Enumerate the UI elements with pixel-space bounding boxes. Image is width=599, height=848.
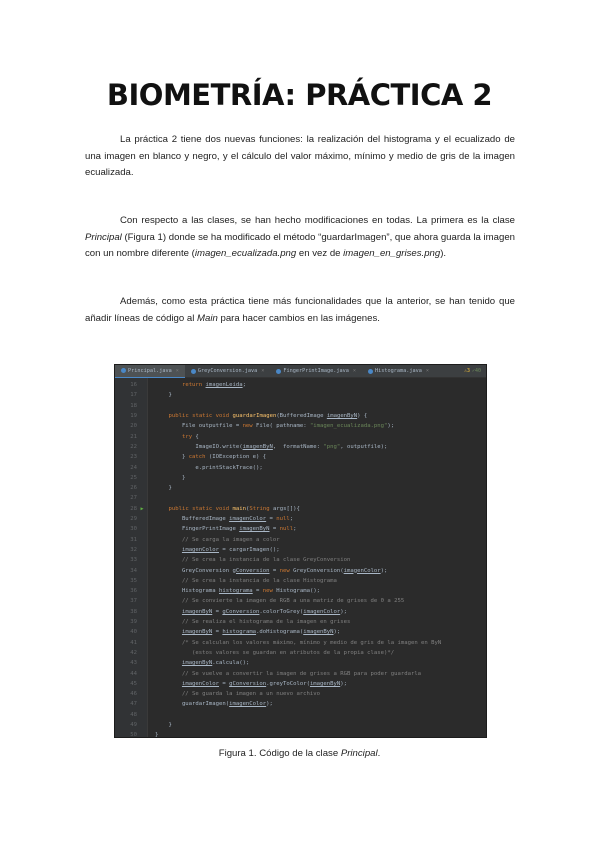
code-line <box>115 679 486 689</box>
code-line <box>115 411 486 421</box>
line-number: 18 <box>130 402 137 409</box>
java-file-icon <box>368 369 373 374</box>
code-line <box>115 442 486 452</box>
code-line <box>115 380 486 390</box>
tab-label: Principal.java <box>128 367 172 374</box>
caption-prefix: Figura 1. Código de la clase <box>218 748 341 759</box>
code-text: /* Se calculan los valores máximo, mínimo y medio de gris de la imagen en ByN <box>155 639 442 646</box>
code-line <box>115 401 486 411</box>
code-line <box>115 555 486 565</box>
code-text: guardarImagen(imagenColor); <box>155 701 273 708</box>
code-text: // Se vuelve a convertir la imagen de grises a RGB para poder guardarla <box>155 670 422 677</box>
line-number: 42 <box>130 649 137 656</box>
tab-label: GreyConversion.java <box>197 368 258 374</box>
tab-label: FingerPrintImage.java <box>283 368 349 374</box>
line-number: 41 <box>130 639 137 646</box>
code-text: } <box>155 485 172 492</box>
paragraph-intro-text: La práctica 2 tiene dos nuevas funciones: la realización del histograma y el ecualizado de una imagen en blanco y negro, y el cálculo del valor máximo, mínimo y medio de gris de la imagen ecualizada. <box>85 134 515 178</box>
code-editor[interactable] <box>115 378 486 737</box>
code-line <box>115 658 486 668</box>
code-text: public static void main(String args[]){ <box>168 505 300 512</box>
line-number: 22 <box>130 443 137 450</box>
code-line <box>115 565 486 575</box>
line-number: 21 <box>130 433 137 440</box>
line-number: 27 <box>130 495 137 502</box>
code-text: imagenByN = histograma.doHistograma(imagenByN); <box>181 629 341 636</box>
close-icon[interactable]: × <box>425 368 430 374</box>
class-name-main: Main <box>197 312 218 324</box>
code-text: BufferedImage imagenColor = null; <box>155 516 294 523</box>
code-line <box>115 627 486 637</box>
code-text: // Se guarda la imagen a un nuevo archivo <box>155 691 321 698</box>
code-text: } <box>155 722 172 729</box>
code-line <box>115 483 486 493</box>
code-text: File outputfile = new File( pathname: "imagen_ecualizada.png"); <box>155 423 395 430</box>
code-text: (estos valores se guardan en atributos de la propia clase)*/ <box>155 649 395 656</box>
code-line <box>115 699 486 709</box>
code-line <box>115 421 486 431</box>
code-text: return imagenLeida; <box>181 382 246 389</box>
code-text: imagenColor = cargarImagen(); <box>181 546 280 553</box>
code-line <box>115 668 486 678</box>
line-number: 19 <box>130 413 137 420</box>
line-number: 46 <box>130 691 137 698</box>
check-count: ✓40 <box>471 368 481 374</box>
code-line <box>115 462 486 472</box>
line-number: 23 <box>130 454 137 461</box>
code-text: } <box>155 732 159 738</box>
code-text: } <box>155 392 172 399</box>
paragraph-main-text-b: para hacer cambios en las imágenes. <box>217 312 380 324</box>
caption-class-name: Principal <box>340 748 378 759</box>
code-text: // Se crea la instancia de la clase Histograma <box>155 577 337 584</box>
tab-fingerprintimage[interactable] <box>270 365 362 377</box>
code-line <box>115 720 486 730</box>
line-number: 26 <box>130 485 137 492</box>
close-icon[interactable]: × <box>352 368 357 374</box>
warning-count: ⚠3 <box>463 368 470 374</box>
paragraph-intro <box>85 132 515 182</box>
paragraph-main-text-a: Además, como esta práctica tiene más funcionalidades que la anterior, se han tenido que añadir líneas de código al <box>85 296 515 324</box>
line-number: 32 <box>130 546 137 553</box>
code-text: } catch (IOException e) { <box>155 454 267 461</box>
code-text: GreyConversion gConversion = new GreyConversion(imagenColor); <box>155 567 388 574</box>
code-line <box>115 596 486 606</box>
java-file-icon <box>121 368 126 373</box>
paragraph-classes-text-c: en vez de <box>296 248 344 259</box>
run-icon[interactable]: ▶ <box>140 505 144 512</box>
code-text: } <box>155 474 186 481</box>
code-line <box>115 504 486 514</box>
line-number: 35 <box>130 577 137 584</box>
code-line <box>115 452 486 462</box>
code-text: imagenColor = gConversion.greyToColor(imagenByN); <box>181 680 347 687</box>
line-number: 48 <box>130 711 137 718</box>
code-line <box>115 390 486 400</box>
line-number: 50 <box>130 732 137 738</box>
line-number: 34 <box>130 567 137 574</box>
code-line <box>115 576 486 586</box>
close-icon[interactable]: × <box>261 368 265 374</box>
class-name-principal: Principal <box>85 231 122 243</box>
line-number: 16 <box>130 382 137 389</box>
line-number: 37 <box>130 598 137 605</box>
editor-tab-bar <box>115 365 486 378</box>
code-line <box>115 586 486 596</box>
line-number: 49 <box>130 722 137 729</box>
line-number: 28 <box>130 505 137 512</box>
code-line <box>115 730 486 738</box>
code-line <box>115 514 486 524</box>
code-text: // Se carga la imagen a color <box>155 536 280 543</box>
code-text: imagenByN.calcula(); <box>181 660 250 667</box>
line-number: 40 <box>130 629 137 636</box>
line-number: 33 <box>130 557 137 564</box>
code-text: e.printStackTrace(); <box>155 464 263 471</box>
caption-suffix: . <box>377 748 381 759</box>
line-number: 25 <box>130 474 137 481</box>
code-text: ImageIO.write(imagenByN, formatName: "png", outputfile); <box>155 443 388 450</box>
java-file-icon <box>276 369 281 374</box>
code-text: // Se realiza el histograma de la imagen en grises <box>155 619 351 626</box>
code-line <box>115 545 486 555</box>
paragraph-main <box>85 294 515 327</box>
line-number: 36 <box>130 588 137 595</box>
code-line <box>115 535 486 545</box>
line-number: 47 <box>130 701 137 708</box>
java-file-icon <box>191 369 196 374</box>
code-line <box>115 493 486 503</box>
line-number: 20 <box>130 423 137 430</box>
close-icon[interactable]: × <box>175 367 179 374</box>
code-line <box>115 710 486 720</box>
code-text: Histograma histograma = new Histograma(); <box>155 588 321 595</box>
code-text: try { <box>181 433 199 440</box>
file-name-grises: imagen_en_grises.png <box>343 248 441 259</box>
code-line <box>115 689 486 699</box>
code-line <box>115 638 486 648</box>
code-line <box>115 648 486 658</box>
line-number: 44 <box>130 670 137 677</box>
code-text: imagenByN = gConversion.colorToGrey(imagenColor); <box>181 608 347 615</box>
paragraph-classes-text-b: (Figura 1) donde se ha modificado el método “guardarImagen”, que ahora guarda la imagen con un nombre diferente ( <box>85 231 515 259</box>
line-number: 31 <box>130 536 137 543</box>
line-number: 38 <box>130 608 137 615</box>
line-number: 45 <box>130 680 137 687</box>
line-number: 30 <box>130 526 137 533</box>
line-number: 17 <box>130 392 137 399</box>
paragraph-classes-text-a: Con respecto a las clases, se han hecho modificaciones en todas. La primera es la clase <box>120 215 515 226</box>
code-text: FingerPrintImage imagenByN = null; <box>155 526 297 533</box>
code-line <box>115 617 486 627</box>
tab-label: Histograma.java <box>375 368 422 374</box>
tab-greyconversion[interactable] <box>185 365 270 377</box>
code-screenshot <box>114 364 487 738</box>
code-text: // Se crea la instancia de la clase GreyConversion <box>155 557 351 564</box>
inspection-status[interactable] <box>464 368 486 374</box>
code-line <box>115 432 486 442</box>
line-number: 24 <box>130 464 137 471</box>
code-line <box>115 607 486 617</box>
tab-principal[interactable] <box>115 365 185 378</box>
figure-caption <box>0 748 599 759</box>
page-title: BIOMETRÍA: PRÁCTICA 2 <box>106 78 493 112</box>
line-number: 43 <box>130 660 137 667</box>
paragraph-classes-text-d: ). <box>440 248 447 259</box>
code-line <box>115 473 486 483</box>
file-name-ecualizada: imagen_ecualizada.png <box>194 248 297 259</box>
code-text: public static void guardarImagen(BufferedImage imagenByN) { <box>168 413 368 420</box>
line-number: 39 <box>130 619 137 626</box>
line-number: 29 <box>130 516 137 523</box>
code-line <box>115 524 486 534</box>
tab-histograma[interactable] <box>362 365 435 377</box>
paragraph-classes <box>85 213 515 263</box>
code-text: // Se convierte la imagen de RGB a una matriz de grises de 0 a 255 <box>155 598 405 605</box>
